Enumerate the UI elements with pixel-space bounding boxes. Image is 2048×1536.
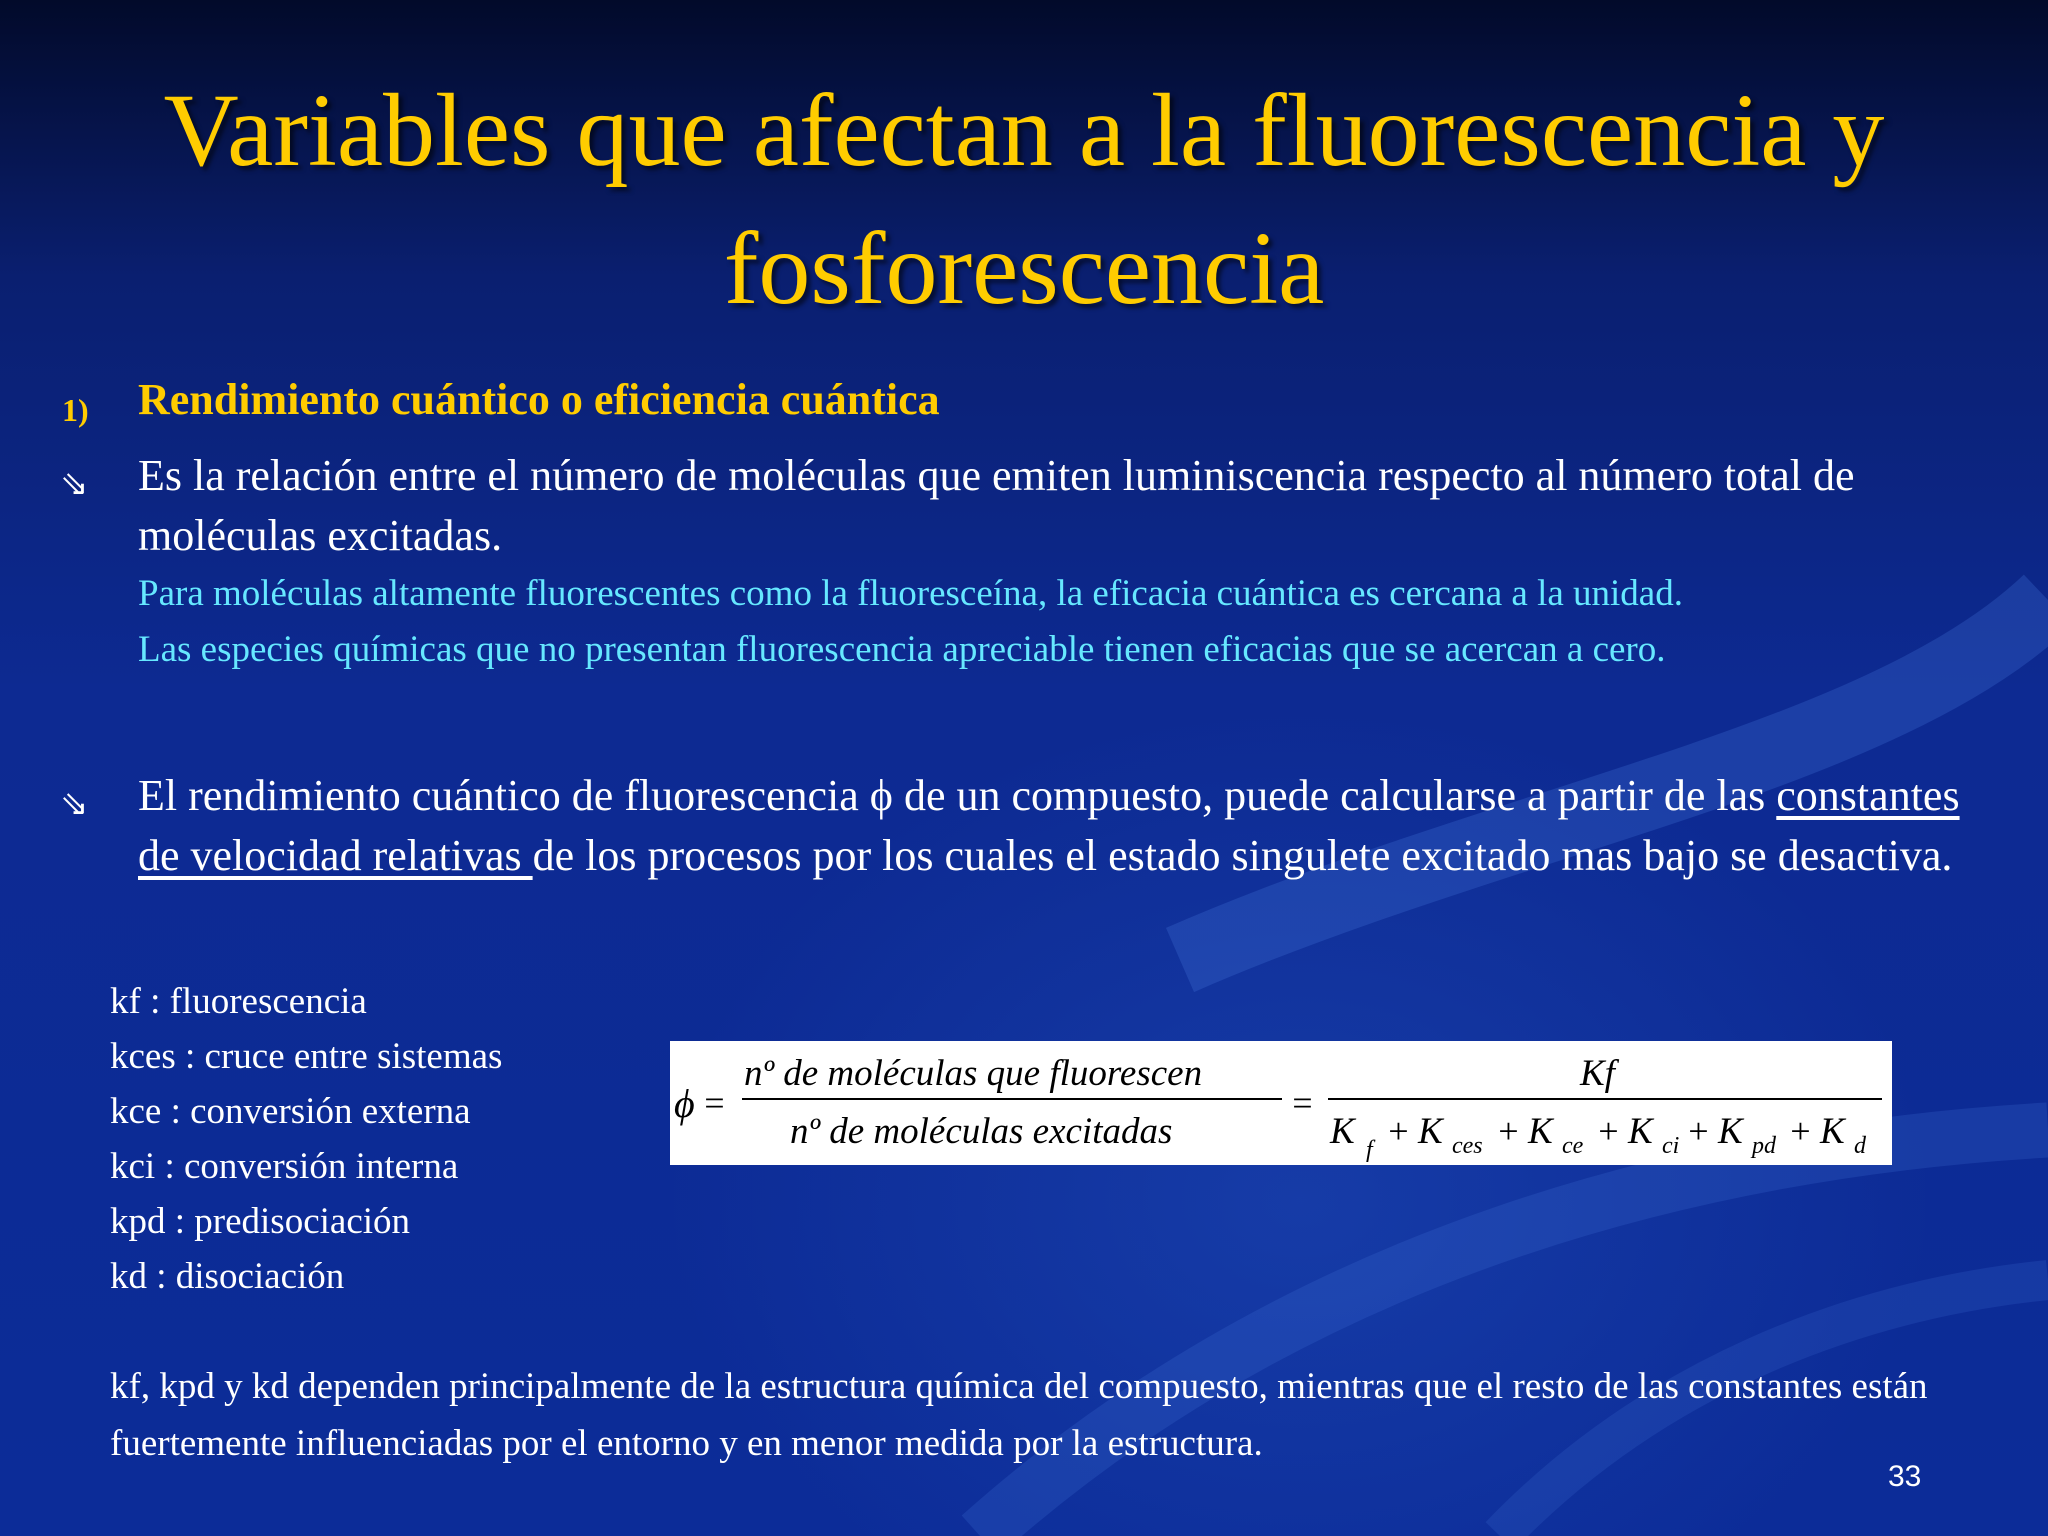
- constant-item-kci: kci : conversión interna: [110, 1146, 459, 1187]
- constant-item-kd: kd : disociación: [110, 1256, 345, 1297]
- bullet-2-text-start: El rendimiento cuántico de fluorescencia ϕ de un compuesto, puede calcularse a partir de las: [138, 771, 1777, 820]
- formula-equals-1: =: [702, 1083, 727, 1123]
- title-line-2: fosforescencia: [723, 211, 1325, 326]
- footer-paragraph: kf, kpd y kd dependen principalmente de la estructura química del compuesto, mientras que el resto de las constantes están fuertemente influenciadas por el entorno y en menor medida por la estructura.: [110, 1366, 1928, 1464]
- term-sub-ce: ce: [1562, 1133, 1584, 1159]
- term-K-ces: K: [1418, 1111, 1443, 1152]
- slide-title: [60, 62, 1988, 338]
- term-sub-ces: ces: [1452, 1133, 1483, 1159]
- section-heading: Rendimiento cuántico o eficiencia cuántica: [138, 375, 940, 424]
- constant-item-kpd: kpd : predisociación: [110, 1201, 411, 1242]
- hollow-arrow-icon: ⇘: [60, 784, 89, 824]
- constant-item-kces: kces : cruce entre sistemas: [110, 1036, 503, 1077]
- formula-numerator-1: nº de moléculas que fluorescen: [744, 1053, 1203, 1094]
- constant-item-kce: kce : conversión externa: [110, 1091, 471, 1132]
- section-heading-row: [62, 370, 1988, 430]
- bullet-1-text: Es la relación entre el número de moléculas que emiten luminiscencia respecto al número total de moléculas excitadas.: [138, 451, 1855, 560]
- constant-item-kf: kf : fluorescencia: [110, 981, 367, 1022]
- hollow-arrow-icon: ⇘: [60, 464, 89, 504]
- plus-2: +: [1496, 1111, 1521, 1151]
- term-K-pd: K: [1718, 1111, 1743, 1152]
- term-K-d: K: [1820, 1111, 1845, 1152]
- formula-phi: ϕ: [674, 1081, 695, 1126]
- section-number: 1): [62, 392, 89, 428]
- bullet-2-underlined-text: constantes de velocidad relativas: [138, 771, 1960, 880]
- plus-5: +: [1788, 1111, 1813, 1151]
- formula-equals-2: =: [1290, 1083, 1315, 1123]
- plus-1: +: [1386, 1111, 1411, 1151]
- quantum-yield-formula: [670, 1041, 1892, 1165]
- plus-3: +: [1596, 1111, 1621, 1151]
- term-K-ci: K: [1628, 1111, 1653, 1152]
- bullet-1-note-line-2: Las especies químicas que no presentan fluorescencia apreciable tienen eficacias que se acercan a cero.: [138, 629, 1666, 670]
- title-line-1: Variables que afectan a la fluorescencia y: [163, 73, 1885, 188]
- formula-svg: [670, 1041, 1892, 1165]
- bullet-1-note-line-1: Para moléculas altamente fluorescentes como la fluoresceína, la eficacia cuántica es cercana a la unidad.: [138, 573, 1683, 614]
- term-K-f: K: [1330, 1111, 1355, 1152]
- plus-4: +: [1686, 1111, 1711, 1151]
- bullet-1: [60, 446, 1988, 678]
- formula-numerator-2: Kf: [1580, 1053, 1615, 1094]
- bullet-2-text-end: de los procesos por los cuales el estado singulete excitado mas bajo se desactiva.: [532, 831, 1953, 880]
- formula-denominator-1: nº de moléculas excitadas: [790, 1111, 1173, 1152]
- term-K-ce: K: [1528, 1111, 1553, 1152]
- term-sub-f: f: [1366, 1137, 1373, 1163]
- term-sub-d: d: [1854, 1133, 1866, 1159]
- term-sub-pd: pd: [1752, 1133, 1776, 1159]
- term-sub-ci: ci: [1662, 1133, 1680, 1159]
- bullet-2: [60, 766, 1988, 886]
- page-number: 33: [1888, 1460, 1922, 1493]
- constants-list: [110, 974, 502, 1304]
